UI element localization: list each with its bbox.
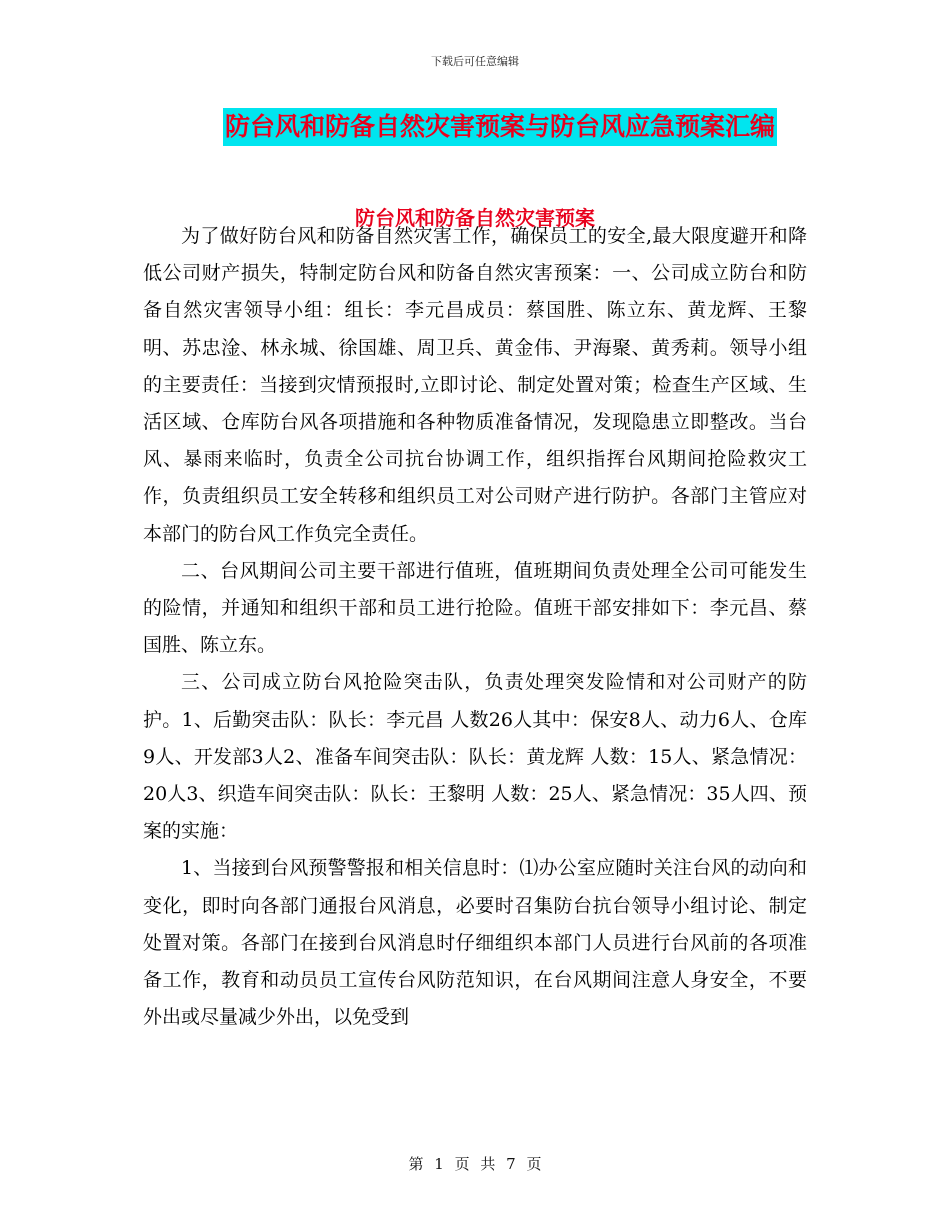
body-paragraph: 为了做好防台风和防备自然灾害工作，确保员工的安全,最大限度避开和降低公司财产损失，特制定防台风和防备自然灾害预案：一、公司成立防台和防备自然灾害领导小组：组长：李元昌成员：蔡国胜、陈立东、黄龙辉、王黎明、苏忠淦、林永城、徐国雄、周卫兵、黄金伟、尹海聚、黄秀莉。领导小组的主要责任：当接到灾情预报时,立即讨论、制定处置对策；检查生产区域、生活区域、仓库防台风各项措施和各种物质准备情况，发现隐患立即整改。当台风、暴雨来临时，负责全公司抗台协调工作，组织指挥台风期间抢险救灾工作，负责组织员工安全转移和组织员工对公司财产进行防护。各部门主管应对本部门的防台风工作负完全责任。 xyxy=(143,225,807,545)
body-paragraph: 三、公司成立防台风抢险突击队，负责处理突发险情和对公司财产的防护。1、后勤突击队：队长：李元昌 人数26人其中：保安8人、动力6人、仓库9人、开发部3人2、准备车间突击队：队长：黄龙辉 人数：15人、紧急情况：20人3、织造车间突击队：队长：王黎明 人数：25人、紧急情况：35人四、预案的实施： xyxy=(143,671,807,843)
page-number-footer: 第 1 页 共 7 页 xyxy=(408,1155,542,1173)
document-title-text: 防台风和防备自然灾害预案与防台风应急预案汇编 xyxy=(223,108,777,146)
body-paragraph: 1、当接到台风预警警报和相关信息时：⑴办公室应随时关注台风的动向和变化，即时向各部门通报台风消息，必要时召集防台抗台领导小组讨论、制定处置对策。各部门在接到台风消息时仔细组织本部门人员进行台风前的各项准备工作，教育和动员员工宣传台风防范知识，在台风期间注意人身安全，不要外出或尽量减少外出，以免受到 xyxy=(143,857,807,1029)
document-body xyxy=(143,218,807,1036)
document-title xyxy=(0,108,950,146)
section-title: 防台风和防备自然灾害预案 xyxy=(355,206,595,230)
body-paragraph: 二、台风期间公司主要干部进行值班，值班期间负责处理全公司可能发生的险情，并通知和组织干部和员工进行抢险。值班干部安排如下：李元昌、蔡国胜、陈立东。 xyxy=(143,559,807,657)
page-header-note: 下载后可任意编辑 xyxy=(431,55,519,68)
